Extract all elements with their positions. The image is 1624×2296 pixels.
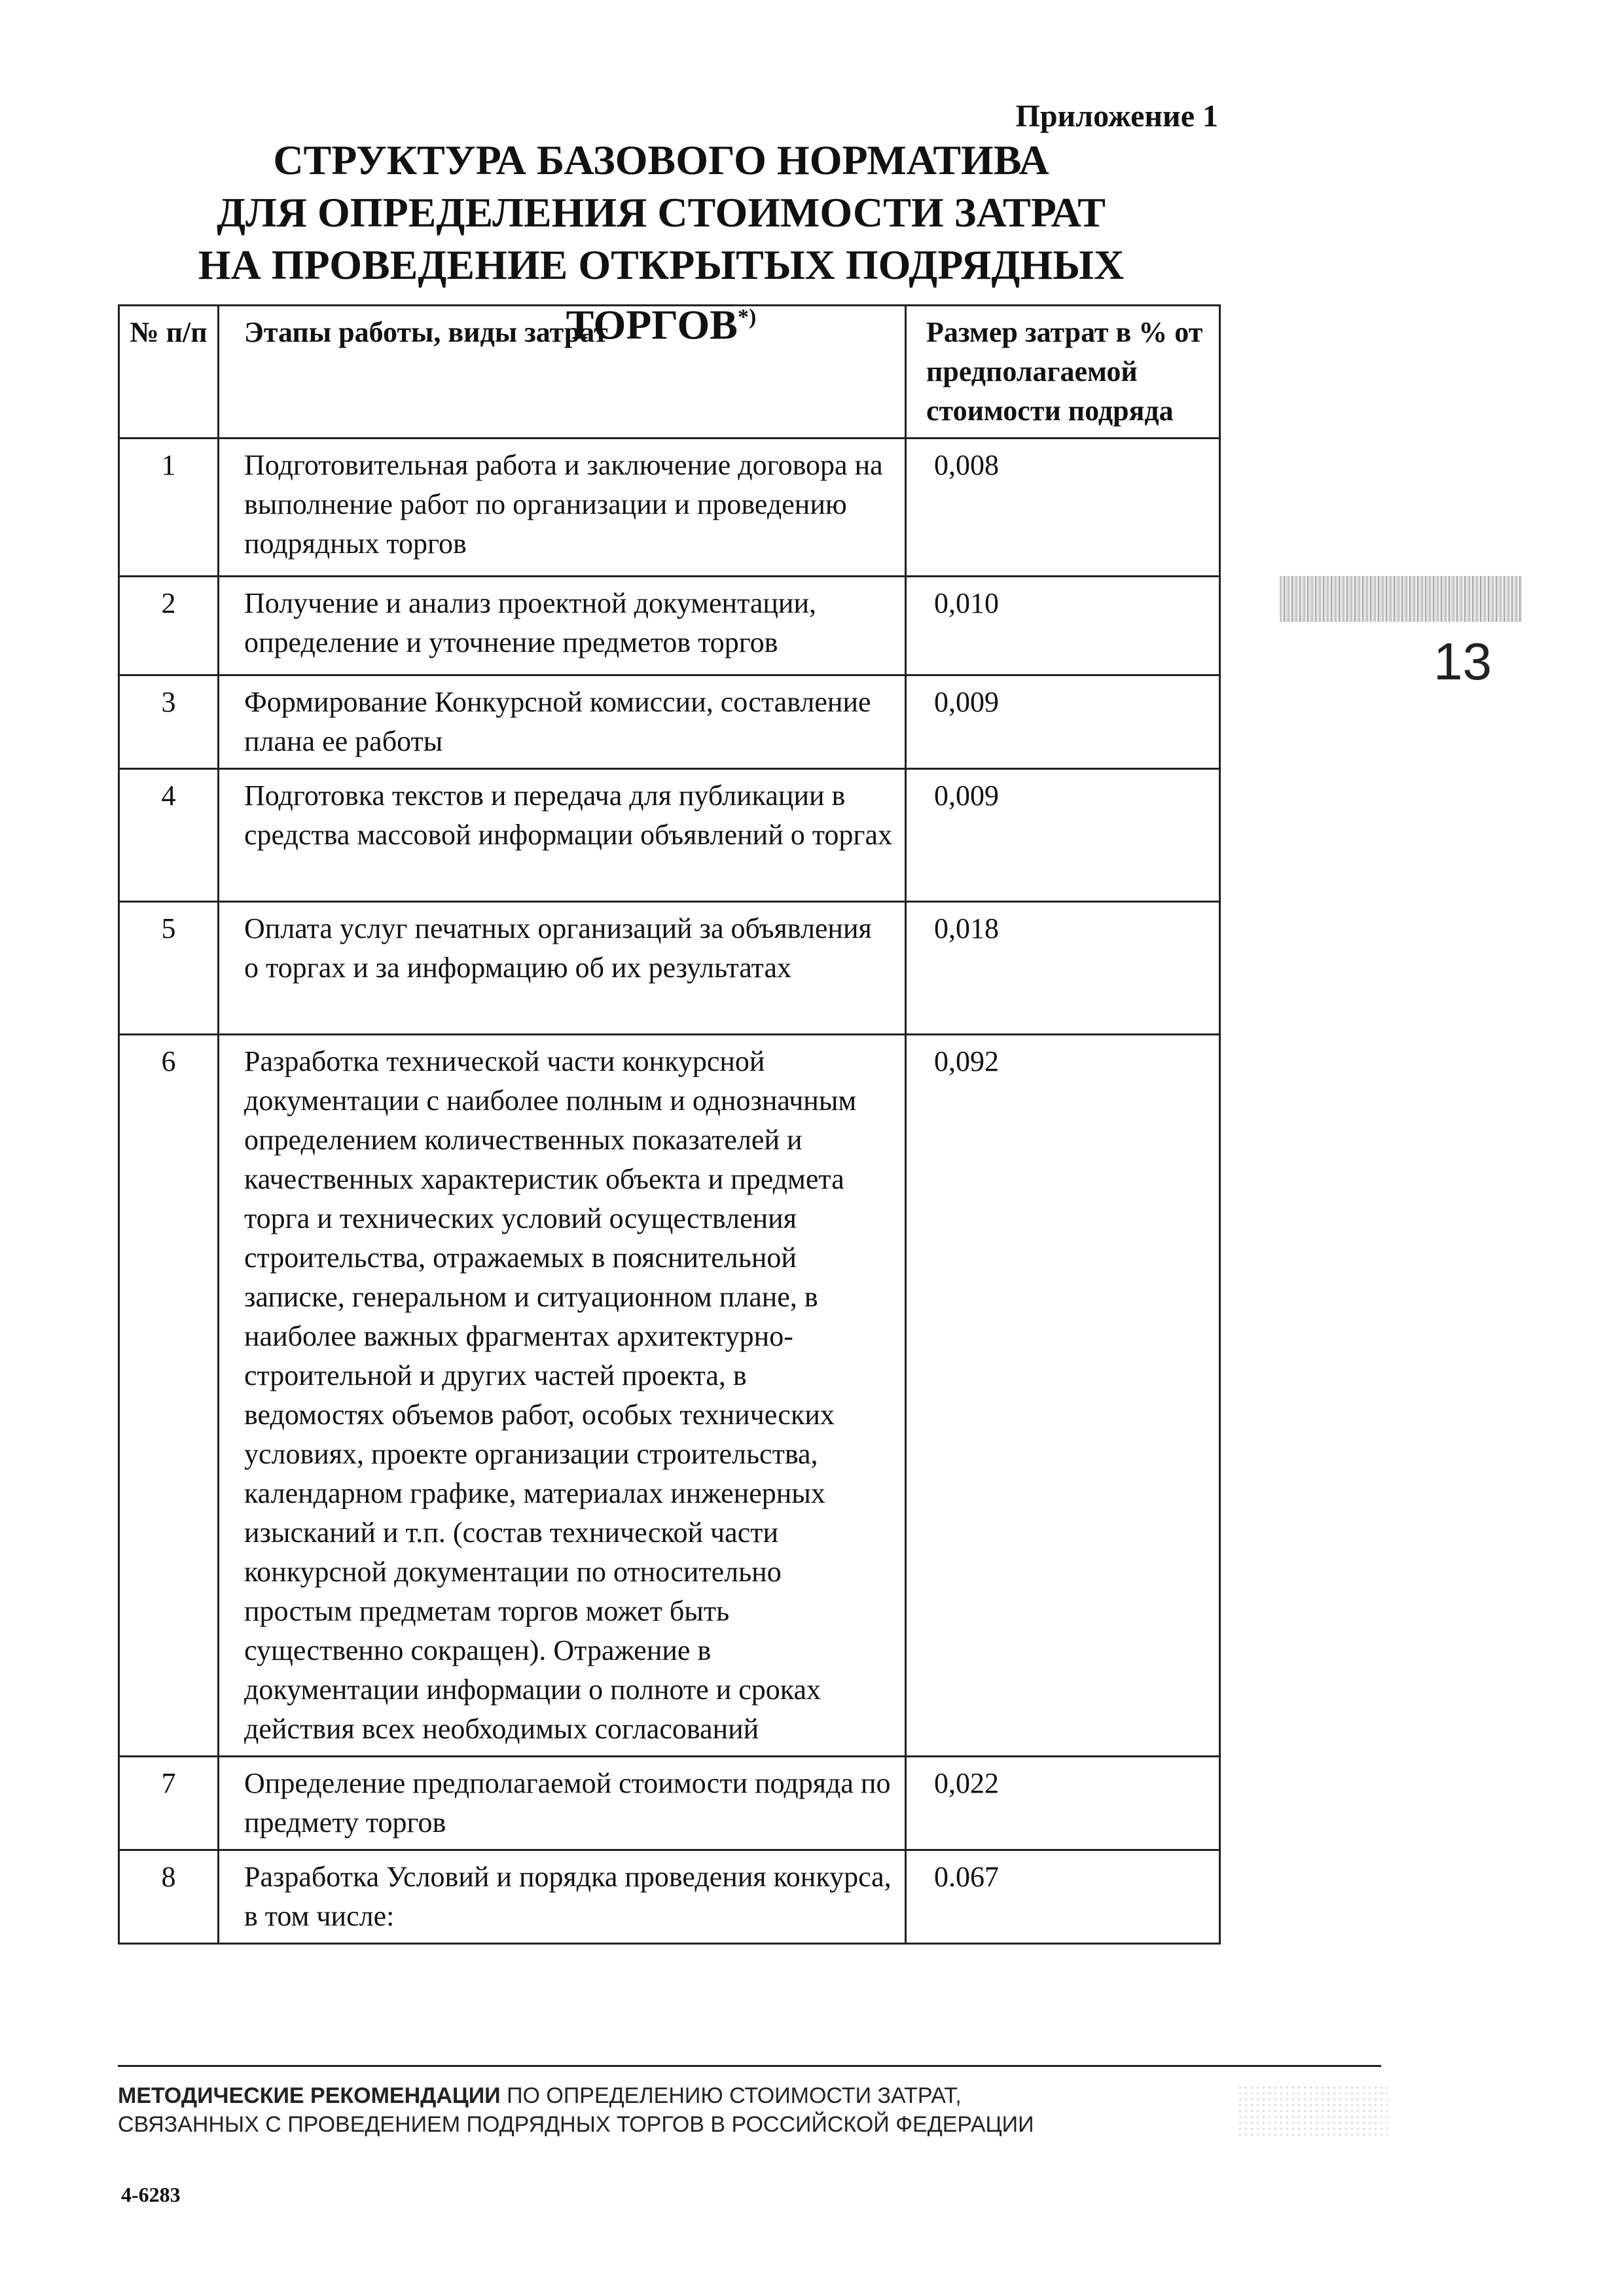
cost-structure-table [118, 304, 1221, 1945]
table-row [119, 902, 1220, 1035]
table-row [119, 577, 1220, 675]
row-value: 0,010 [906, 577, 1220, 675]
row-num: 3 [119, 675, 219, 769]
footer-line-1 [118, 2081, 1381, 2110]
scan-stamp-mark [1280, 576, 1522, 622]
title-line-1: СТРУКТУРА БАЗОВОГО НОРМАТИВА [273, 137, 1049, 183]
footer-bold-part: МЕТОДИЧЕСКИЕ РЕКОМЕНДАЦИИ [118, 2083, 501, 2108]
row-stage: Подготовка текстов и передача для публикации в средства массовой информации объявлений о торгах [219, 769, 906, 902]
table-row [119, 1035, 1220, 1757]
table-row [119, 1757, 1220, 1850]
row-value: 0.067 [906, 1850, 1220, 1944]
row-value: 0,022 [906, 1757, 1220, 1850]
footer-divider [118, 2065, 1381, 2067]
row-stage: Определение предполагаемой стоимости подряда по предмету торгов [219, 1757, 906, 1850]
row-value: 0,009 [906, 675, 1220, 769]
footer-line-2: СВЯЗАННЫХ С ПРОВЕДЕНИЕМ ПОДРЯДНЫХ ТОРГОВ В РОССИЙСКОЙ ФЕДЕРАЦИИ [118, 2112, 1034, 2137]
row-stage: Формирование Конкурсной комиссии, составление плана ее работы [219, 675, 906, 769]
title-line-2: ДЛЯ ОПРЕДЕЛЕНИЯ СТОИМОСТИ ЗАТРАТ [217, 189, 1106, 236]
footer-rest-line-1: ПО ОПРЕДЕЛЕНИЮ СТОИМОСТИ ЗАТРАТ, [507, 2083, 962, 2108]
row-stage: Подготовительная работа и заключение договора на выполнение работ по организации и проведению подрядных торгов [219, 439, 906, 577]
row-value: 0,092 [906, 1035, 1220, 1757]
row-stage: Разработка технической части конкурсной документации с наиболее полным и однозначным определением количественных показателей и качественных характеристик объекта и предмета торга и технических условий осуществления строительства, отражаемых в пояснительной записке, генеральном и ситуационном плане, в наиболее важных фрагментах архитектурно-строительной и других частей проекта, в ведомостях объемов работ, особых технических условиях, проекте организации строительства, календарном графике, материалах инженерных изысканий и т.п. (состав технической части конкурсной документации по относительно простым предметам торгов может быть существенно сокращен). Отражение в документации информации о полноте и сроках действия всех необходимых согласований [219, 1035, 906, 1757]
document-code: 4-6283 [121, 2183, 181, 2206]
table-header-row [119, 306, 1220, 439]
table-row [119, 675, 1220, 769]
table-row [119, 769, 1220, 902]
header-size: Размер затрат в % от предполагаемой стоимости подряда [906, 306, 1220, 439]
footer-publication-title [118, 2081, 1381, 2139]
row-num: 4 [119, 769, 219, 902]
row-num: 6 [119, 1035, 219, 1757]
row-num: 2 [119, 577, 219, 675]
row-value: 0,008 [906, 439, 1220, 577]
row-num: 1 [119, 439, 219, 577]
table-row [119, 1850, 1220, 1944]
footer-stamp-mark [1237, 2085, 1388, 2137]
row-num: 5 [119, 902, 219, 1035]
side-page-number: 13 [1434, 632, 1492, 691]
row-stage: Разработка Условий и порядка проведения конкурса, в том числе: [219, 1850, 906, 1944]
row-num: 8 [119, 1850, 219, 1944]
row-num: 7 [119, 1757, 219, 1850]
header-stage: Этапы работы, виды затрат [219, 306, 906, 439]
title-line-3-text: НА ПРОВЕДЕНИЕ ОТКРЫТЫХ ПОДРЯДНЫХ ТОРГОВ [198, 242, 1125, 348]
row-value: 0,018 [906, 902, 1220, 1035]
row-value: 0,009 [906, 769, 1220, 902]
title-footnote-mark: *) [737, 305, 757, 329]
table-row [119, 439, 1220, 577]
row-stage: Оплата услуг печатных организаций за объявления о торгах и за информацию об их результатах [219, 902, 906, 1035]
appendix-label: Приложение 1 [1015, 99, 1218, 134]
row-stage: Получение и анализ проектной документации, определение и уточнение предметов торгов [219, 577, 906, 675]
header-num: № п/п [119, 306, 219, 439]
